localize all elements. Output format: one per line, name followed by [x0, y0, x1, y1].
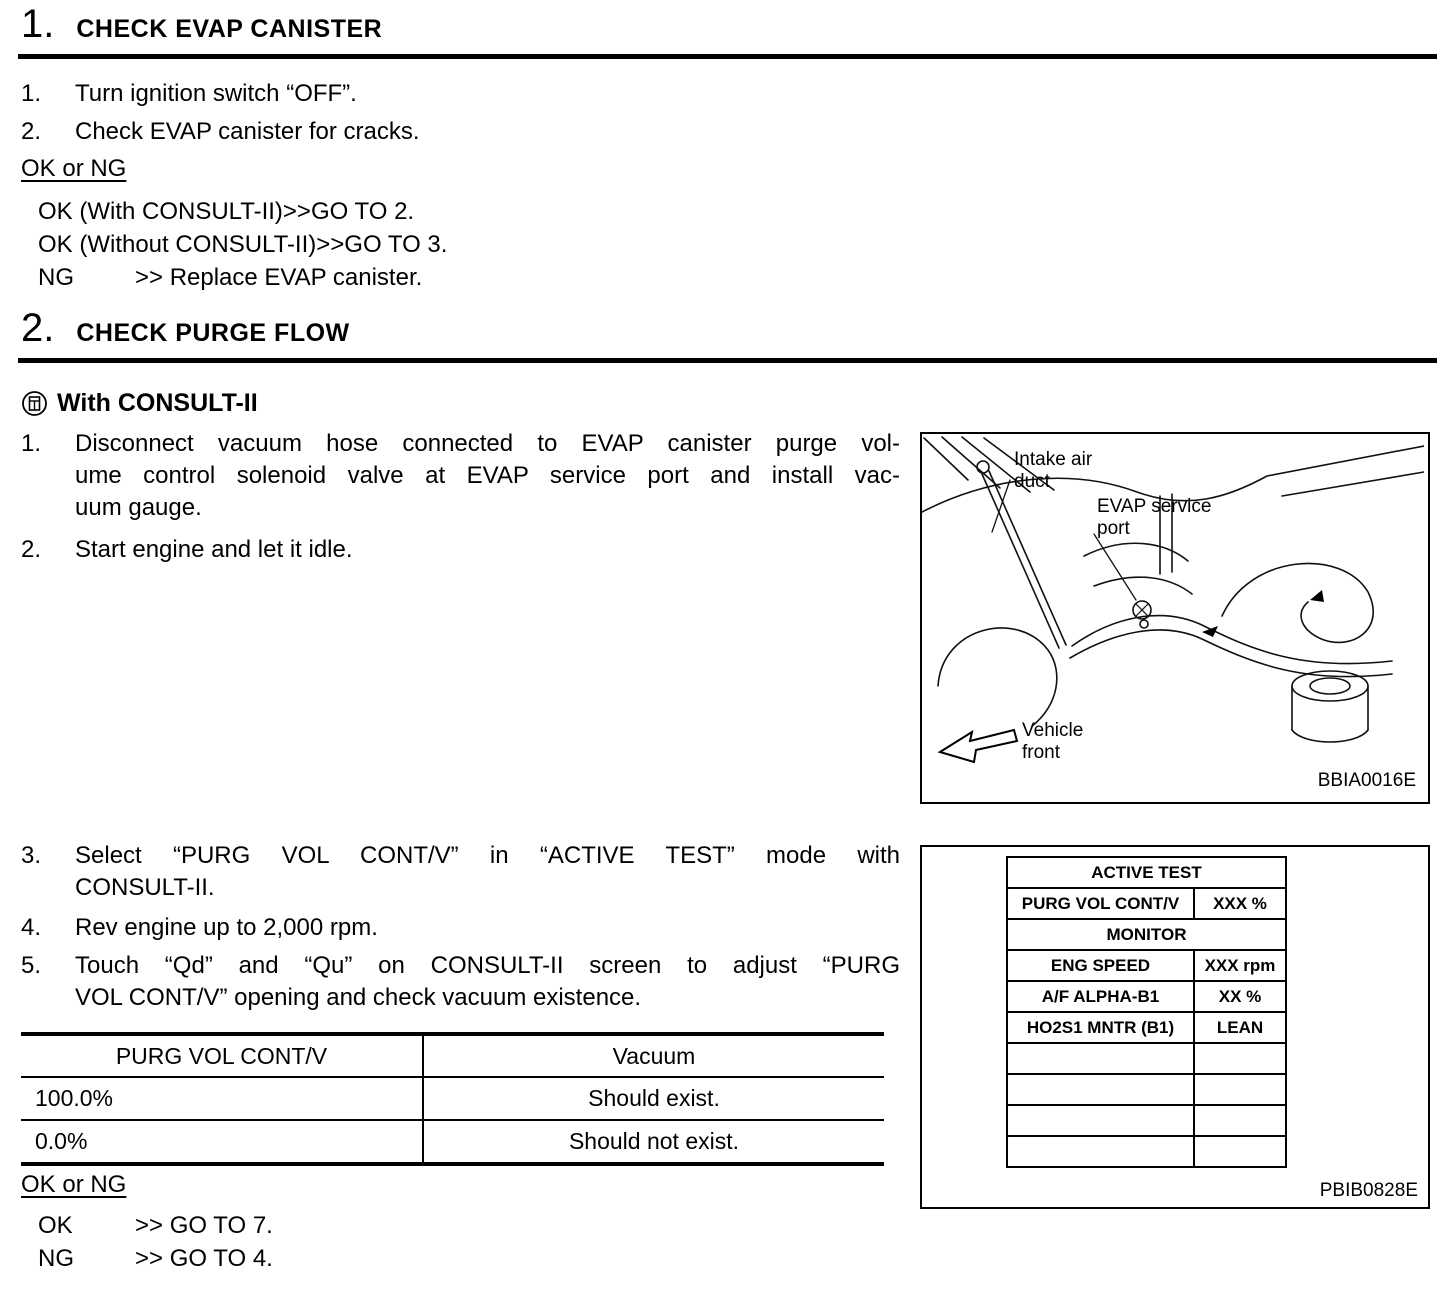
section-1-title: CHECK EVAP CANISTER: [76, 15, 383, 43]
step-text-line: Touch “Qd” and “Qu” on CONSULT-II screen to adjust “PURG: [75, 952, 900, 979]
step-text-line: CONSULT-II.: [75, 874, 215, 901]
result-action: >>GO TO 3.: [316, 231, 448, 258]
section-2-heading: [21, 304, 350, 352]
step-text: Start engine and let it idle.: [75, 536, 353, 563]
empty-cell: [1007, 1136, 1194, 1167]
screen-empty-row: [1007, 1136, 1286, 1167]
result-line: [38, 1243, 273, 1275]
screen-param-name: HO2S1 MNTR (B1): [1007, 1012, 1194, 1043]
result-label: OK (Without CONSULT-II): [38, 231, 317, 258]
empty-cell: [1194, 1074, 1286, 1105]
step-text-line: VOL CONT/V” opening and check vacuum existence.: [75, 984, 642, 1011]
step-1-1: [21, 78, 900, 110]
intake-air-duct-label-2: duct: [1014, 471, 1050, 492]
empty-cell: [1007, 1043, 1194, 1074]
result-label: NG: [38, 1245, 74, 1272]
screen-param-name: A/F ALPHA-B1: [1007, 981, 1194, 1012]
step-2-5: [21, 950, 900, 1014]
step-number: 5.: [21, 952, 42, 979]
section-1-number: 1.: [21, 2, 55, 46]
screen-data-row: [1007, 1012, 1286, 1043]
figure-code: PBIB0828E: [1319, 1180, 1418, 1201]
screen-title: ACTIVE TEST: [1007, 857, 1286, 888]
step-text-line: uum gauge.: [75, 494, 202, 521]
vehicle-front-label-2: front: [1022, 742, 1061, 763]
result-action: >> GO TO 7.: [135, 1212, 273, 1239]
result-line: [38, 229, 447, 261]
engine-illustration: [922, 434, 1424, 798]
with-consult-subheading: [21, 389, 258, 418]
figure-code: BBIA0016E: [1317, 770, 1416, 791]
ok-or-ng-label-1: OK or NG: [21, 155, 127, 182]
figure-engine-bay: [920, 432, 1430, 804]
step-number: 3.: [21, 842, 42, 869]
empty-cell: [1194, 1043, 1286, 1074]
table-header: PURG VOL CONT/V: [21, 1034, 423, 1077]
step-number: 4.: [21, 914, 42, 941]
table-cell: Should not exist.: [568, 1128, 740, 1154]
result-line: [38, 262, 422, 294]
table-cell: 100.0%: [21, 1077, 423, 1120]
vehicle-front-arrow-icon: [940, 730, 1017, 762]
empty-cell: [1194, 1136, 1286, 1167]
step-1-2: [21, 116, 900, 148]
step-2-1: [21, 428, 900, 524]
screen-param-name: ENG SPEED: [1007, 950, 1194, 981]
table-cell: 0.0%: [21, 1120, 423, 1164]
screen-test-name: PURG VOL CONT/V: [1007, 888, 1194, 919]
step-text-line: Disconnect vacuum hose connected to EVAP canister purge vol-: [75, 430, 900, 457]
table-header: Vacuum: [423, 1034, 884, 1077]
section-2-title: CHECK PURGE FLOW: [76, 319, 350, 347]
screen-data-row: [1007, 981, 1286, 1012]
screen-empty-row: [1007, 1105, 1286, 1136]
section-1-rule: [18, 54, 1437, 59]
step-text-line: Select “PURG VOL CONT/V” in “ACTIVE TEST” mode with: [75, 842, 900, 869]
step-number: 2.: [21, 118, 42, 145]
consult-ii-icon: [21, 390, 48, 417]
screen-param-value: LEAN: [1194, 1012, 1286, 1043]
ok-or-ng-label-2: OK or NG: [21, 1171, 127, 1198]
step-text-line: ume control solenoid valve at EVAP service port and install vac-: [75, 462, 900, 489]
result-line: [38, 196, 414, 228]
subheading-text: With CONSULT-II: [57, 389, 258, 417]
result-label: OK: [38, 1212, 73, 1239]
empty-cell: [1194, 1105, 1286, 1136]
screen-param-value: XXX rpm: [1194, 950, 1286, 981]
vehicle-front-label: Vehicle: [1022, 720, 1084, 741]
step-number: 1.: [21, 430, 42, 457]
result-label: OK (With CONSULT-II): [38, 198, 283, 225]
screen-param-value: XX %: [1194, 981, 1286, 1012]
section-2-rule: [18, 358, 1437, 363]
result-action: >> Replace EVAP canister.: [135, 264, 423, 291]
step-2-2: [21, 534, 900, 566]
screen-monitor-label: MONITOR: [1007, 919, 1286, 950]
consult-screen-table: [1006, 856, 1287, 1168]
result-action: >>GO TO 2.: [282, 198, 415, 225]
screen-test-value: XXX %: [1194, 888, 1286, 919]
step-2-4: [21, 912, 900, 944]
purge-vacuum-table: [21, 1032, 884, 1166]
empty-cell: [1007, 1074, 1194, 1105]
evap-service-port-label-2: port: [1097, 518, 1130, 539]
step-text: Turn ignition switch “OFF”.: [75, 80, 357, 107]
step-number: 2.: [21, 536, 42, 563]
step-2-3: [21, 840, 900, 904]
section-1-heading: [21, 0, 382, 48]
screen-empty-row: [1007, 1074, 1286, 1105]
screen-empty-row: [1007, 1043, 1286, 1074]
empty-cell: [1007, 1105, 1194, 1136]
table-cell: Should exist.: [423, 1077, 884, 1120]
step-text: Rev engine up to 2,000 rpm.: [75, 914, 378, 941]
step-number: 1.: [21, 80, 42, 107]
screen-test-row: [1007, 888, 1286, 919]
result-label: NG: [38, 264, 74, 291]
table-row: [21, 1077, 884, 1120]
table-header-row: [21, 1034, 884, 1077]
table-row: [21, 1120, 884, 1164]
screen-monitor-row: [1007, 919, 1286, 950]
result-action: >> GO TO 4.: [135, 1245, 273, 1272]
evap-service-port-label: EVAP service: [1097, 496, 1212, 517]
section-2-number: 2.: [21, 306, 55, 350]
intake-air-duct-label: Intake air: [1014, 449, 1093, 470]
screen-data-row: [1007, 950, 1286, 981]
result-line: [38, 1210, 273, 1242]
screen-title-row: [1007, 857, 1286, 888]
step-text: Check EVAP canister for cracks.: [75, 118, 420, 145]
figure-consult-screen: [920, 845, 1430, 1209]
